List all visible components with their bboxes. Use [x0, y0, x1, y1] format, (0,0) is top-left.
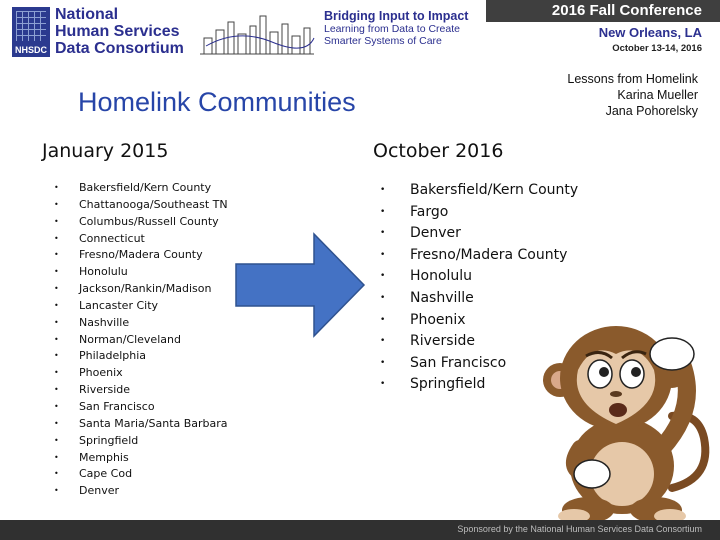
january-2015-community-item	[54, 180, 228, 197]
header-banner	[0, 0, 720, 64]
bullet-icon: •	[54, 401, 59, 411]
january-2015-community-item-label: Chattanooga/Southeast TN	[79, 197, 228, 211]
january-2015-community-item-label: Santa Maria/Santa Barbara	[79, 416, 228, 430]
january-2015-community-item-label: San Francisco	[79, 399, 155, 413]
conference-title-bar	[486, 0, 720, 22]
bullet-icon: •	[54, 418, 59, 428]
bullet-icon: •	[380, 314, 386, 325]
october-2016-community-item-label: Riverside	[410, 333, 475, 350]
conference-tagline	[324, 9, 468, 47]
january-2015-community-item	[54, 466, 228, 483]
conference-city: New Orleans, LA	[598, 25, 702, 40]
october-2016-community-item	[380, 245, 578, 267]
october-2016-community-item-label: Honolulu	[410, 268, 473, 285]
org-name-line-2: Human Services	[55, 23, 180, 40]
bullet-icon: •	[54, 267, 59, 277]
bullet-icon: •	[54, 300, 59, 310]
footer-bar	[0, 520, 720, 540]
footer-sponsor-text: Sponsored by the National Human Services Data Consortium	[457, 524, 702, 534]
org-name	[55, 6, 184, 57]
january-2015-community-item-label: Connecticut	[79, 231, 145, 245]
bullet-icon: •	[380, 379, 386, 390]
january-2015-community-item	[54, 365, 228, 382]
january-2015-community-item-label: Lancaster City	[79, 298, 159, 312]
october-2016-community-item	[380, 223, 578, 245]
january-2015-community-item	[54, 399, 228, 416]
right-column-heading: October 2016	[373, 140, 504, 162]
january-2015-community-item-label: Memphis	[79, 450, 129, 464]
january-2015-community-item	[54, 231, 228, 248]
nhsdc-logo	[2, 2, 187, 60]
conference-dates: October 13-14, 2016	[612, 43, 702, 54]
january-2015-community-item	[54, 433, 228, 450]
presenter-1: Karina Mueller	[617, 88, 698, 102]
january-2015-community-item-label: Riverside	[79, 383, 131, 397]
bullet-icon: •	[54, 216, 59, 226]
january-2015-community-item	[54, 214, 228, 231]
january-2015-community-item	[54, 483, 228, 500]
bullet-icon: •	[54, 317, 59, 327]
january-2015-community-item-label: Denver	[79, 484, 120, 498]
january-2015-community-item-label: Columbus/Russell County	[79, 214, 219, 228]
org-name-line-1: National	[55, 6, 119, 23]
bullet-icon: •	[380, 249, 386, 260]
bullet-icon: •	[380, 185, 386, 195]
january-2015-community-item-label: Phoenix	[79, 366, 123, 380]
january-2015-community-item-label: Springfield	[79, 433, 139, 447]
tagline-line-1: Learning from Data to Create	[324, 23, 460, 35]
bullet-icon: •	[380, 336, 386, 347]
january-2015-community-item-label: Honolulu	[79, 265, 128, 279]
bullet-icon: •	[54, 452, 59, 462]
january-2015-community-item	[54, 264, 228, 281]
bullet-icon: •	[54, 183, 59, 192]
october-2016-community-item-label: Nashville	[410, 289, 474, 306]
january-2015-community-item-label: Cape Cod	[79, 467, 133, 481]
bullet-icon: •	[380, 271, 386, 282]
january-2015-community-item	[54, 348, 228, 365]
presenter-info	[567, 71, 698, 119]
january-2015-community-item-label: Jackson/Rankin/Madison	[79, 282, 212, 296]
bullet-icon: •	[380, 357, 386, 368]
october-2016-community-item-label: Bakersfield/Kern County	[410, 182, 579, 198]
logo-abbreviation: NHSDC	[14, 45, 47, 55]
january-2015-community-item-label: Philadelphia	[79, 349, 147, 363]
january-2015-community-item	[54, 247, 228, 264]
tagline-title: Bridging Input to Impact	[324, 9, 469, 23]
october-2016-community-item-label: Denver	[410, 225, 461, 242]
bullet-icon: •	[54, 351, 59, 361]
bullet-icon: •	[380, 292, 386, 303]
bullet-icon: •	[54, 486, 59, 496]
presentation-name: Lessons from Homelink	[567, 72, 698, 86]
bullet-icon: •	[54, 199, 59, 209]
october-2016-community-item	[380, 266, 578, 288]
presenter-2: Jana Pohorelsky	[605, 104, 698, 118]
january-2015-community-item	[54, 416, 228, 433]
january-2015-community-item	[54, 197, 228, 214]
bullet-icon: •	[54, 284, 59, 294]
january-2015-community-item	[54, 298, 228, 315]
confused-monkey-image	[522, 288, 720, 526]
january-2015-community-item-label: Nashville	[79, 315, 130, 329]
october-2016-community-item-label: San Francisco	[410, 354, 507, 371]
bullet-icon: •	[380, 206, 386, 217]
january-2015-community-item	[54, 281, 228, 298]
bullet-icon: •	[54, 334, 59, 344]
october-2016-community-item-label: Fresno/Madera County	[410, 246, 568, 263]
bullet-icon: •	[54, 233, 59, 243]
conference-title: 2016 Fall Conference	[551, 2, 702, 19]
left-column-heading: January 2015	[42, 140, 169, 162]
october-2016-community-item-label: Springfield	[410, 376, 486, 393]
city-skyline-icon	[198, 8, 316, 60]
tagline-line-2: Smarter Systems of Care	[324, 35, 442, 47]
january-2015-community-item-label: Norman/Cleveland	[79, 332, 181, 346]
bullet-icon: •	[54, 385, 59, 395]
bullet-icon: •	[54, 250, 59, 260]
logo-mark	[12, 7, 50, 57]
january-2015-community-item	[54, 332, 228, 349]
bullet-icon: •	[54, 435, 59, 445]
january-2015-community-item-label: Bakersfield/Kern County	[79, 181, 212, 194]
january-2015-community-item-label: Fresno/Madera County	[79, 248, 203, 262]
january-2015-list	[54, 180, 228, 500]
october-2016-community-item	[380, 180, 578, 202]
october-2016-community-item-label: Phoenix	[410, 311, 466, 328]
slide-title: Homelink Communities	[78, 87, 356, 117]
bullet-icon: •	[380, 228, 386, 239]
january-2015-community-item	[54, 315, 228, 332]
january-2015-community-item	[54, 382, 228, 399]
october-2016-community-item	[380, 202, 578, 224]
january-2015-community-item	[54, 450, 228, 467]
october-2016-community-item-label: Fargo	[410, 203, 449, 220]
right-arrow-icon	[232, 230, 368, 340]
org-name-line-3: Data Consortium	[55, 40, 184, 57]
bullet-icon: •	[54, 368, 59, 378]
bullet-icon: •	[54, 469, 59, 479]
